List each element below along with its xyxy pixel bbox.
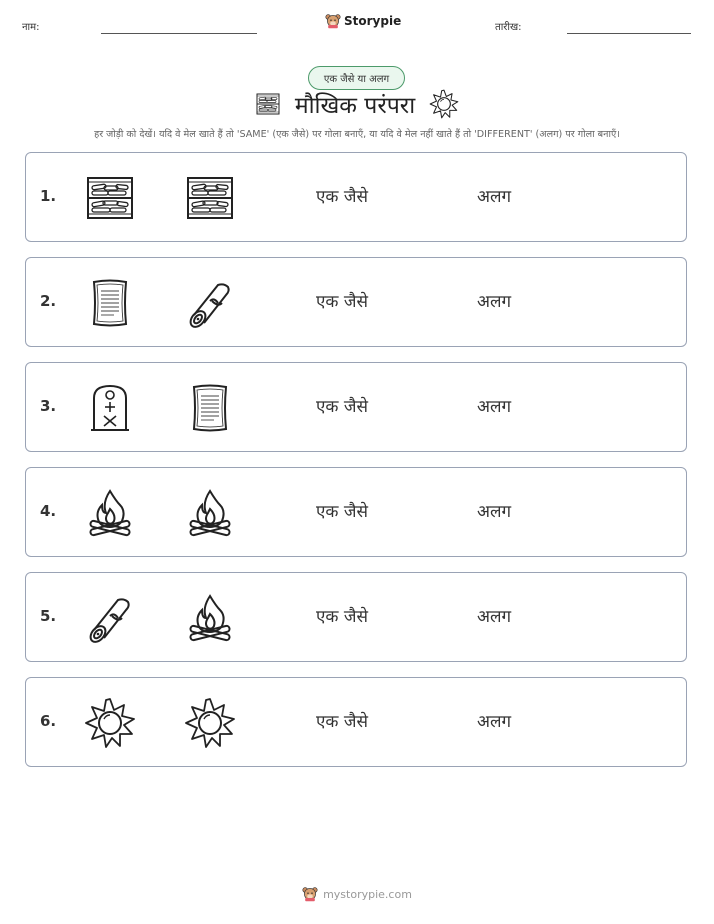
instructions: हर जोड़ी को देखें। यदि वे मेल खाते हैं तो 'SAME' (एक जैसे) पर गोला बनाएँ, या यदि वे मेल नहीं खाते हैं तो 'DIFFERENT' (अलग) पर गोला बनाएँ। (94, 129, 620, 140)
different-option[interactable]: अलग (477, 607, 512, 627)
bear-logo-icon (325, 13, 341, 29)
sun-icon (184, 697, 236, 749)
campfire-icon (184, 592, 236, 644)
same-option[interactable]: एक जैसे (316, 397, 368, 417)
question-row (25, 677, 687, 767)
campfire-icon (84, 487, 136, 539)
campfire-icon (184, 487, 236, 539)
date-field[interactable] (567, 33, 691, 34)
different-option[interactable]: अलग (477, 292, 512, 312)
sun-icon (429, 89, 459, 119)
question-number: 4. (40, 502, 57, 520)
bear-logo-icon (302, 886, 318, 902)
worksheet-type-badge: एक जैसे या अलग (308, 66, 405, 90)
name-field[interactable] (101, 33, 257, 34)
bookshelf-icon (184, 172, 236, 224)
question-number: 5. (40, 607, 57, 625)
same-option[interactable]: एक जैसे (316, 187, 368, 207)
tombstone-icon (84, 382, 136, 434)
same-option[interactable]: एक जैसे (316, 712, 368, 732)
question-row (25, 467, 687, 557)
name-label: नाम: (22, 22, 40, 33)
scroll-icon (184, 277, 236, 329)
brand-name: Storypie (344, 14, 402, 28)
same-option[interactable]: एक जैसे (316, 607, 368, 627)
page-title: मौखिक परंपरा (294, 93, 416, 119)
different-option[interactable]: अलग (477, 187, 512, 207)
sun-icon (84, 697, 136, 749)
question-row (25, 572, 687, 662)
question-number: 2. (40, 292, 57, 310)
paper-icon (184, 382, 236, 434)
question-number: 1. (40, 187, 57, 205)
bookshelf-icon (255, 91, 281, 117)
paper-icon (84, 277, 136, 329)
question-row (25, 152, 687, 242)
different-option[interactable]: अलग (477, 397, 512, 417)
bookshelf-icon (84, 172, 136, 224)
question-row (25, 257, 687, 347)
date-label: तारीख: (495, 22, 522, 33)
same-option[interactable]: एक जैसे (316, 292, 368, 312)
question-number: 6. (40, 712, 57, 730)
scroll-icon (84, 592, 136, 644)
question-row (25, 362, 687, 452)
brand-logo (325, 13, 401, 29)
footer-url: mystorypie.com (323, 887, 412, 901)
different-option[interactable]: अलग (477, 712, 512, 732)
question-number: 3. (40, 397, 57, 415)
title-row (0, 88, 714, 120)
footer (0, 886, 714, 902)
different-option[interactable]: अलग (477, 502, 512, 522)
same-option[interactable]: एक जैसे (316, 502, 368, 522)
